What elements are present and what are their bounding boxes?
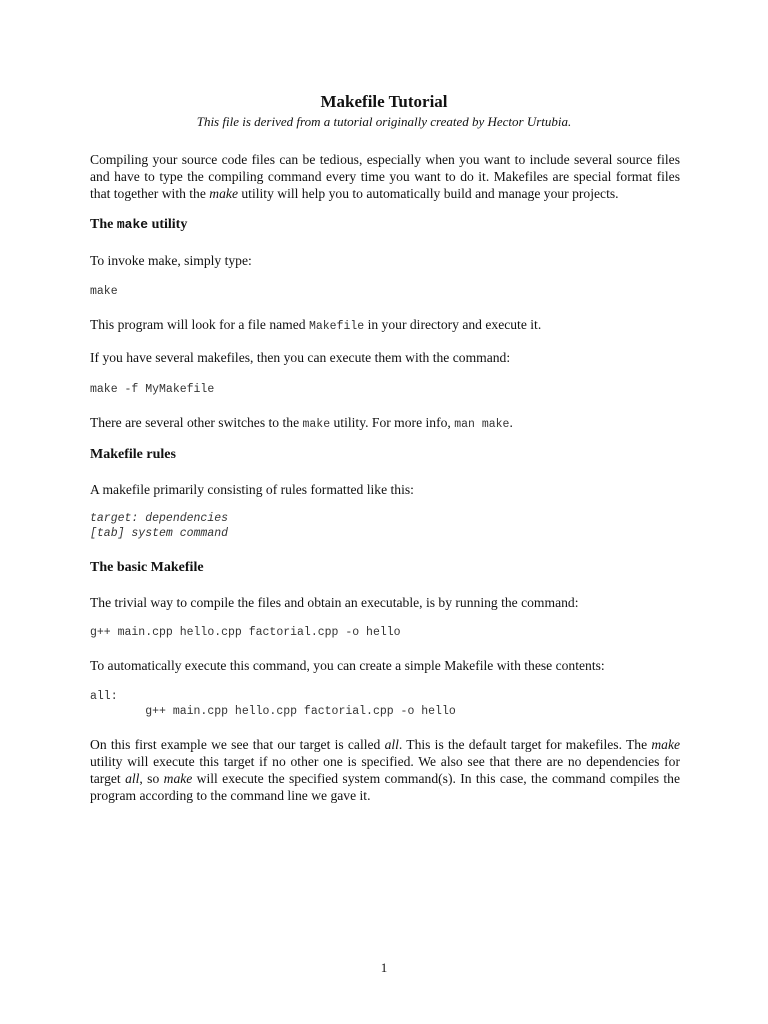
text: utility will execute this target if no other one is specified. We also see that there are no dependencies for target — [90, 754, 680, 786]
text: . — [509, 415, 513, 430]
page-subtitle: This file is derived from a tutorial originally created by Hector Urtubia. — [196, 114, 572, 129]
code-line: target: dependencies — [90, 512, 229, 525]
emphasis: make — [163, 771, 193, 786]
page-number: 1 — [380, 960, 388, 975]
text: utility. For more info, — [330, 415, 455, 430]
intro-paragraph — [90, 151, 680, 202]
section-heading-makefile-rules: Makefile rules — [90, 447, 176, 462]
paragraph-several-makefiles: If you have several makefiles, then you can execute them with the command: — [90, 350, 511, 365]
paragraph-invoke: To invoke make, simply type: — [90, 253, 252, 268]
code-make: make — [90, 285, 118, 298]
code-line: g++ main.cpp hello.cpp factorial.cpp -o hello — [90, 705, 456, 718]
code-line: all: — [90, 690, 118, 703]
section-heading-basic-makefile: The basic Makefile — [90, 560, 204, 575]
paragraph-look-for-makefile — [90, 316, 680, 335]
inline-code: make — [302, 418, 331, 431]
paragraph-trivial-way: The trivial way to compile the files and obtain an executable, is by running the command: — [90, 595, 579, 610]
text: This program will look for a file named — [90, 317, 309, 332]
section-heading-make-utility — [90, 217, 680, 233]
intro-text: Compiling your source code files can be tedious, especially when you want to include several source files and have to type the compiling command every time you want to do it. Makefiles are special format files that together with the — [90, 152, 680, 201]
emphasis: all — [384, 737, 399, 752]
inline-code: man make — [454, 418, 510, 431]
code-rule-format — [90, 511, 680, 541]
emphasis: all — [125, 771, 140, 786]
text: On this first example we see that our target is called — [90, 737, 385, 752]
text: There are several other switches to the — [90, 415, 303, 430]
heading-text-end: utility — [148, 217, 188, 232]
emphasis: make — [651, 737, 681, 752]
text: , so — [139, 771, 164, 786]
paragraph-first-example — [90, 736, 680, 804]
intro-text-end: utility will help you to automatically build and manage your projects. — [237, 186, 619, 201]
page-title: Makefile Tutorial — [320, 92, 448, 111]
heading-text: The — [90, 217, 117, 232]
paragraph-rules: A makefile primarily consisting of rules formatted like this: — [90, 482, 414, 497]
heading-code: make — [116, 217, 149, 232]
text: . This is the default target for makefiles. The — [398, 737, 652, 752]
text: will execute the specified system command(s). In this case, the command compiles the program according to the command line we gave it. — [90, 771, 680, 803]
code-make-f: make -f MyMakefile — [90, 383, 215, 396]
paragraph-switches — [90, 414, 680, 433]
code-makefile-contents — [90, 689, 680, 719]
code-compile-command: g++ main.cpp hello.cpp factorial.cpp -o hello — [90, 626, 401, 639]
intro-emphasis: make — [209, 186, 238, 201]
text: in your directory and execute it. — [364, 317, 542, 332]
inline-code: Makefile — [308, 320, 365, 333]
code-line: [tab] system command — [90, 527, 229, 540]
paragraph-automatically: To automatically execute this command, you can create a simple Makefile with these contents: — [90, 658, 605, 673]
